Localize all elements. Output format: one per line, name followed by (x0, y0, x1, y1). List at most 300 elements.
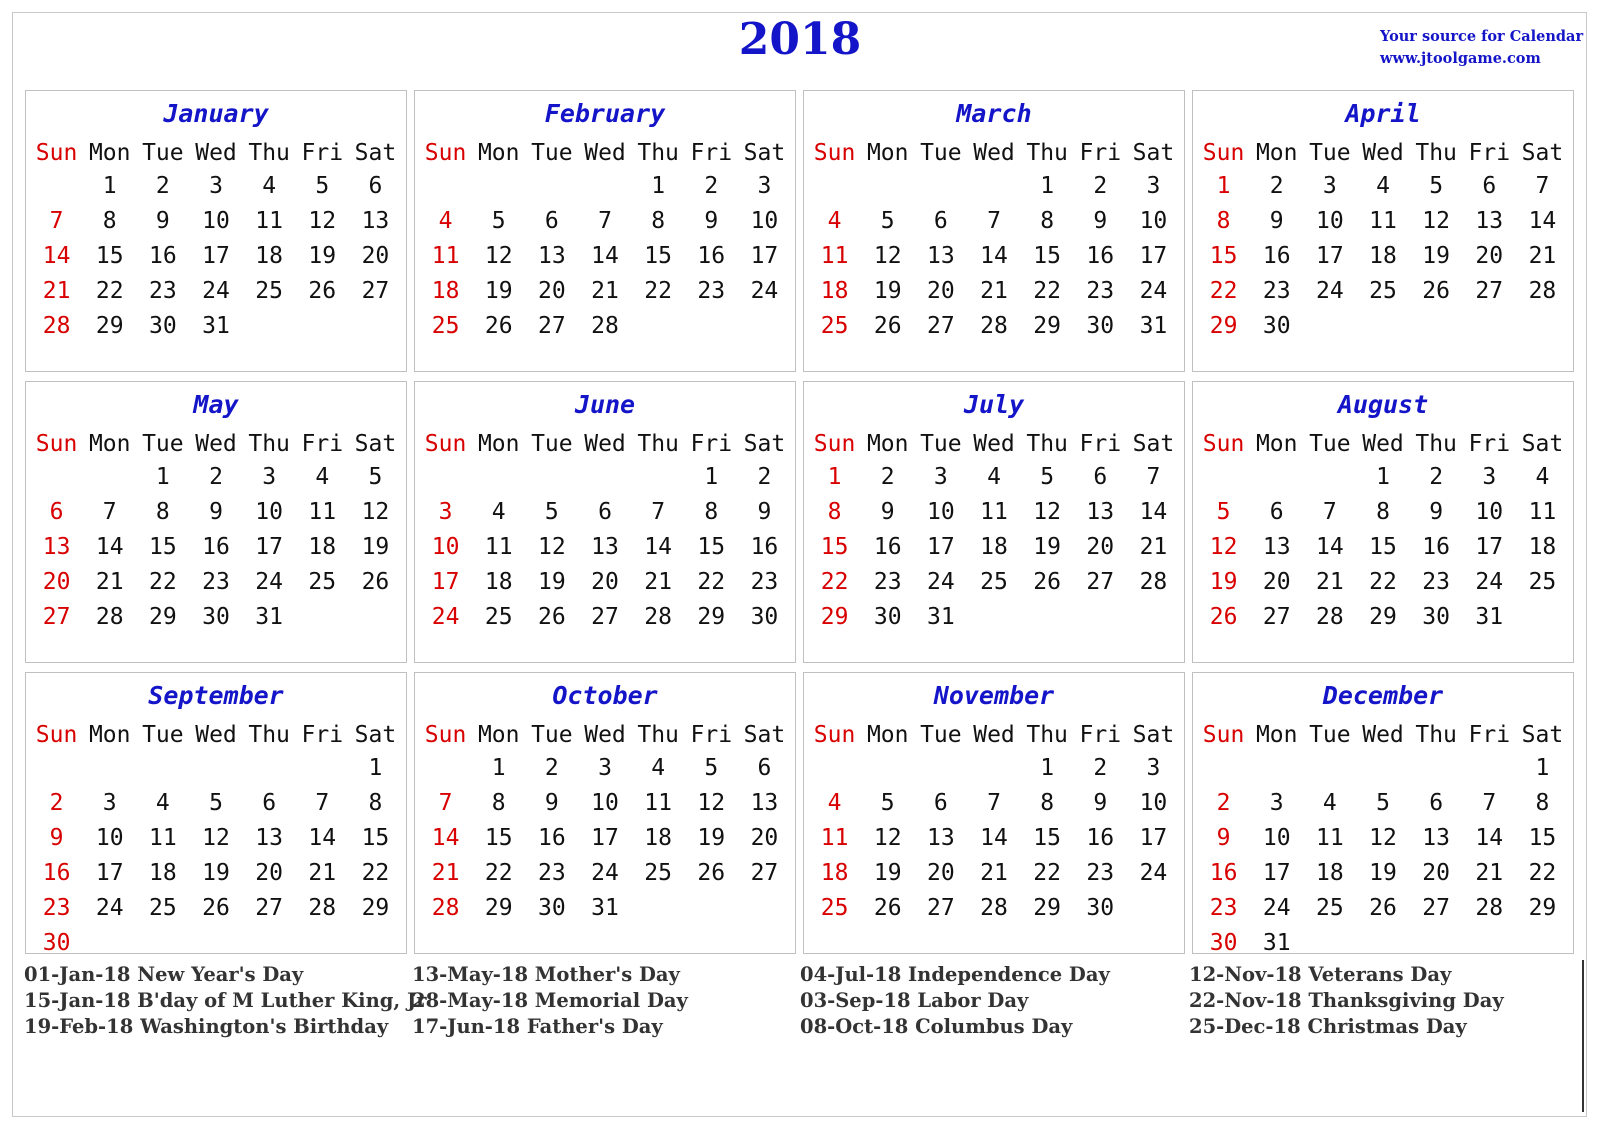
weekday-label: Fri (690, 431, 733, 457)
month-name: July (963, 390, 1025, 419)
day-cell: 30 (1422, 604, 1450, 630)
weekday-label: Wed (973, 140, 1015, 166)
day-cell: 8 (651, 208, 666, 234)
day-cell: 24 (255, 569, 283, 595)
day-grid (804, 460, 1184, 635)
weekday-label: Mon (1255, 140, 1298, 166)
day-cell: 30 (873, 604, 902, 630)
day-cell: 19 (873, 860, 902, 886)
day-cell: 12 (1422, 208, 1450, 234)
day-cell: 27 (591, 604, 619, 630)
weekday-label: Sat (743, 431, 786, 457)
empty-cell (808, 169, 861, 204)
day-cell: 4 (491, 499, 506, 525)
day-cell: 13 (1086, 499, 1115, 525)
day-cell: 30 (750, 604, 779, 630)
day-cell: 4 (438, 208, 453, 234)
day-cell: 9 (1093, 790, 1108, 816)
weekday-label: Thu (637, 722, 679, 748)
holiday-item: 01-Jan-18 New Year's Day (24, 963, 304, 986)
day-cell: 25 (1369, 278, 1397, 304)
day-cell: 26 (538, 604, 566, 630)
day-cell: 7 (438, 790, 453, 816)
day-cell: 30 (1086, 313, 1115, 339)
day-cell: 30 (1086, 895, 1115, 921)
day-cell: 27 (538, 313, 566, 339)
weekday-label: Wed (584, 431, 626, 457)
day-cell: 18 (820, 860, 849, 886)
day-cell: 1 (1040, 755, 1055, 781)
day-cell: 3 (933, 464, 948, 490)
day-grid (26, 751, 406, 961)
day-cell: 22 (1528, 860, 1557, 886)
day-cell: 20 (591, 569, 619, 595)
day-cell: 9 (1269, 208, 1284, 234)
day-cell: 23 (1086, 278, 1115, 304)
day-cell: 16 (1086, 243, 1115, 269)
day-cell: 4 (651, 755, 666, 781)
day-cell: 16 (1209, 860, 1238, 886)
weekday-header (804, 428, 1184, 460)
day-cell: 7 (102, 499, 117, 525)
day-cell: 15 (1528, 825, 1557, 851)
weekday-label: Thu (248, 140, 290, 166)
day-cell: 25 (484, 604, 513, 630)
weekday-label: Wed (195, 431, 237, 457)
day-cell: 17 (927, 534, 955, 560)
day-cell: 4 (315, 464, 330, 490)
weekday-label: Tue (142, 140, 184, 166)
day-cell: 10 (1262, 825, 1291, 851)
weekday-label: Thu (1026, 722, 1068, 748)
day-cell: 7 (315, 790, 330, 816)
day-cell: 6 (1482, 173, 1497, 199)
day-cell: 4 (155, 790, 170, 816)
day-cell: 28 (431, 895, 460, 921)
day-cell: 12 (538, 534, 566, 560)
day-cell: 2 (1093, 755, 1108, 781)
weekday-label: Fri (301, 140, 344, 166)
day-cell: 17 (750, 243, 779, 269)
weekday-label: Sun (813, 140, 856, 166)
day-cell: 19 (873, 278, 902, 304)
day-cell: 28 (1475, 895, 1504, 921)
day-cell: 2 (49, 790, 64, 816)
source-line: Your source for Calendar (1380, 28, 1584, 45)
day-cell: 9 (49, 825, 64, 851)
day-cell: 26 (1369, 895, 1397, 921)
empty-cell (578, 169, 631, 204)
day-cell: 6 (933, 790, 948, 816)
day-cell: 26 (361, 569, 390, 595)
day-cell: 1 (1216, 173, 1231, 199)
weekday-label: Mon (1255, 431, 1298, 457)
empty-cell (861, 751, 914, 786)
day-cell: 5 (315, 173, 330, 199)
day-cell: 4 (987, 464, 1001, 490)
day-cell: 18 (644, 825, 672, 851)
day-cell: 22 (1369, 569, 1397, 595)
day-cell: 12 (484, 243, 513, 269)
day-cell: 6 (544, 208, 559, 234)
month-name: December (1322, 681, 1444, 710)
day-cell: 9 (704, 208, 719, 234)
day-cell: 2 (1216, 790, 1231, 816)
day-cell: 25 (255, 278, 283, 304)
weekday-label: Sat (1132, 140, 1175, 166)
day-cell: 19 (308, 243, 337, 269)
day-cell: 11 (980, 499, 1008, 525)
empty-cell (1356, 751, 1409, 786)
day-cell: 7 (987, 208, 1001, 234)
day-cell: 3 (1146, 755, 1161, 781)
day-cell: 10 (95, 825, 124, 851)
day-cell: 25 (1528, 569, 1557, 595)
day-cell: 6 (49, 499, 64, 525)
empty-cell (419, 751, 472, 786)
day-cell: 21 (308, 860, 337, 886)
holiday-list (24, 962, 1584, 1042)
empty-cell (136, 751, 189, 786)
day-cell: 21 (644, 569, 672, 595)
weekday-header (415, 137, 795, 169)
day-cell: 8 (155, 499, 170, 525)
day-cell: 6 (757, 755, 772, 781)
holiday-item: 19-Feb-18 Washington's Birthday (24, 1015, 389, 1038)
day-cell: 26 (873, 895, 902, 921)
day-cell: 17 (431, 569, 460, 595)
weekday-label: Mon (866, 140, 909, 166)
holiday-item: 12-Nov-18 Veterans Day (1189, 963, 1452, 986)
day-cell: 23 (42, 895, 71, 921)
day-grid (26, 169, 406, 344)
day-cell: 1 (827, 464, 842, 490)
right-divider (1582, 960, 1584, 1112)
weekday-label: Fri (690, 140, 733, 166)
month-february (414, 90, 796, 372)
day-cell: 8 (368, 790, 383, 816)
day-cell: 20 (255, 860, 283, 886)
empty-cell (1303, 751, 1356, 786)
day-grid (804, 169, 1184, 344)
day-cell: 17 (591, 825, 619, 851)
day-cell: 1 (491, 755, 506, 781)
day-cell: 31 (1262, 930, 1291, 956)
empty-cell (578, 460, 631, 495)
weekday-header (804, 137, 1184, 169)
month-december (1192, 672, 1574, 954)
weekday-label: Tue (142, 722, 184, 748)
day-cell: 23 (538, 860, 566, 886)
day-cell: 21 (95, 569, 124, 595)
day-cell: 2 (544, 755, 559, 781)
weekday-label: Sun (1202, 140, 1245, 166)
day-cell: 15 (361, 825, 390, 851)
day-cell: 23 (697, 278, 726, 304)
day-cell: 9 (757, 499, 772, 525)
day-cell: 21 (42, 278, 71, 304)
day-cell: 29 (361, 895, 390, 921)
day-cell: 1 (1376, 464, 1390, 490)
day-cell: 17 (1139, 825, 1168, 851)
day-cell: 9 (1216, 825, 1231, 851)
day-cell: 25 (980, 569, 1008, 595)
day-cell: 28 (644, 604, 672, 630)
day-cell: 2 (1093, 173, 1108, 199)
day-cell: 25 (820, 895, 849, 921)
day-cell: 3 (438, 499, 453, 525)
day-cell: 29 (1528, 895, 1557, 921)
day-cell: 18 (431, 278, 460, 304)
weekday-label: Thu (1026, 140, 1068, 166)
day-cell: 7 (1535, 173, 1550, 199)
holiday-item: 28-May-18 Memorial Day (412, 989, 688, 1012)
empty-cell (296, 751, 349, 786)
day-cell: 16 (1086, 825, 1115, 851)
day-cell: 11 (308, 499, 337, 525)
day-cell: 5 (1376, 790, 1390, 816)
day-cell: 15 (149, 534, 177, 560)
day-cell: 16 (750, 534, 779, 560)
day-cell: 7 (987, 790, 1001, 816)
day-cell: 5 (1040, 464, 1055, 490)
day-cell: 9 (880, 499, 895, 525)
day-cell: 21 (431, 860, 460, 886)
holiday-column-3 (800, 962, 1185, 1040)
weekday-label: Fri (1079, 722, 1122, 748)
weekday-label: Sun (424, 431, 467, 457)
weekday-label: Mon (477, 431, 520, 457)
day-cell: 3 (1146, 173, 1161, 199)
month-name: October (552, 681, 658, 710)
day-cell: 22 (95, 278, 124, 304)
day-cell: 13 (927, 243, 955, 269)
day-cell: 23 (202, 569, 230, 595)
day-cell: 6 (1429, 790, 1444, 816)
day-cell: 5 (544, 499, 559, 525)
weekday-label: Fri (1079, 140, 1122, 166)
day-cell: 11 (1316, 825, 1344, 851)
day-cell: 25 (1316, 895, 1344, 921)
weekday-label: Sat (354, 431, 397, 457)
day-cell: 3 (262, 464, 277, 490)
holiday-column-2 (412, 962, 797, 1040)
empty-cell (243, 751, 296, 786)
day-cell: 26 (1209, 604, 1238, 630)
weekday-label: Tue (531, 431, 573, 457)
weekday-label: Fri (1079, 431, 1122, 457)
day-cell: 6 (262, 790, 277, 816)
day-cell: 29 (1209, 313, 1238, 339)
day-cell: 20 (1475, 243, 1504, 269)
month-june (414, 381, 796, 663)
day-cell: 23 (1086, 860, 1115, 886)
day-cell: 20 (750, 825, 779, 851)
day-cell: 27 (255, 895, 283, 921)
day-cell: 15 (1369, 534, 1397, 560)
day-cell: 15 (820, 534, 849, 560)
day-cell: 31 (202, 313, 230, 339)
day-cell: 10 (202, 208, 230, 234)
day-cell: 14 (1316, 534, 1344, 560)
day-cell: 4 (1376, 173, 1390, 199)
day-cell: 9 (1429, 499, 1444, 525)
day-cell: 20 (1422, 860, 1450, 886)
day-cell: 10 (927, 499, 955, 525)
weekday-label: Sun (813, 722, 856, 748)
day-cell: 3 (757, 173, 772, 199)
day-cell: 1 (704, 464, 719, 490)
day-cell: 15 (1209, 243, 1238, 269)
day-cell: 19 (484, 278, 513, 304)
day-cell: 26 (484, 313, 513, 339)
day-grid (1193, 169, 1573, 344)
weekday-label: Wed (584, 722, 626, 748)
day-cell: 26 (308, 278, 337, 304)
source-url[interactable]: www.jtoolgame.com (1380, 50, 1541, 67)
day-cell: 10 (750, 208, 779, 234)
month-name: April (1345, 99, 1421, 128)
day-cell: 13 (538, 243, 566, 269)
day-cell: 4 (1322, 790, 1337, 816)
weekday-label: Mon (477, 140, 520, 166)
day-cell: 17 (255, 534, 283, 560)
day-cell: 28 (1316, 604, 1344, 630)
day-cell: 25 (820, 313, 849, 339)
day-cell: 27 (361, 278, 390, 304)
weekday-label: Mon (88, 431, 131, 457)
day-cell: 12 (697, 790, 726, 816)
day-cell: 28 (591, 313, 619, 339)
day-cell: 22 (697, 569, 726, 595)
day-cell: 16 (538, 825, 566, 851)
empty-cell (967, 751, 1020, 786)
day-cell: 31 (1139, 313, 1168, 339)
empty-cell (861, 169, 914, 204)
day-cell: 25 (644, 860, 672, 886)
holiday-item: 08-Oct-18 Columbus Day (800, 1015, 1073, 1038)
day-cell: 8 (1216, 208, 1231, 234)
empty-cell (914, 169, 967, 204)
weekday-header (1193, 428, 1573, 460)
holiday-column-1 (24, 962, 427, 1040)
day-cell: 13 (1422, 825, 1450, 851)
weekday-label: Tue (1309, 140, 1351, 166)
day-cell: 29 (1369, 604, 1397, 630)
month-october (414, 672, 796, 954)
weekday-label: Sat (1132, 722, 1175, 748)
day-cell: 18 (308, 534, 337, 560)
day-cell: 2 (704, 173, 719, 199)
day-cell: 11 (644, 790, 672, 816)
day-cell: 30 (42, 930, 71, 956)
day-cell: 3 (1482, 464, 1497, 490)
day-cell: 28 (42, 313, 71, 339)
day-cell: 19 (202, 860, 230, 886)
weekday-label: Tue (531, 140, 573, 166)
weekday-label: Sun (1202, 431, 1245, 457)
day-cell: 11 (1369, 208, 1397, 234)
weekday-header (26, 719, 406, 751)
day-cell: 11 (255, 208, 283, 234)
day-cell: 22 (361, 860, 390, 886)
day-cell: 24 (591, 860, 619, 886)
holiday-item: 22-Nov-18 Thanksgiving Day (1189, 989, 1504, 1012)
weekday-label: Sun (813, 431, 856, 457)
day-cell: 21 (1475, 860, 1504, 886)
day-cell: 22 (644, 278, 672, 304)
day-cell: 29 (95, 313, 124, 339)
day-cell: 7 (1322, 499, 1337, 525)
day-cell: 17 (1316, 243, 1344, 269)
day-cell: 29 (1033, 313, 1061, 339)
weekday-label: Sat (743, 722, 786, 748)
day-cell: 16 (149, 243, 177, 269)
day-cell: 25 (308, 569, 337, 595)
day-cell: 27 (1475, 278, 1504, 304)
holiday-item: 15-Jan-18 B'day of M Luther King, Jr (24, 989, 427, 1012)
empty-cell (632, 460, 685, 495)
day-cell: 1 (651, 173, 666, 199)
day-cell: 2 (880, 464, 895, 490)
day-cell: 31 (591, 895, 619, 921)
empty-cell (472, 169, 525, 204)
day-cell: 12 (1369, 825, 1397, 851)
day-cell: 13 (1475, 208, 1504, 234)
day-cell: 24 (1139, 860, 1168, 886)
day-grid (415, 169, 795, 344)
weekday-label: Sun (424, 140, 467, 166)
weekday-label: Wed (584, 140, 626, 166)
day-grid (26, 460, 406, 635)
day-cell: 9 (209, 499, 223, 525)
day-cell: 29 (820, 604, 849, 630)
day-cell: 4 (1535, 464, 1550, 490)
day-cell: 23 (873, 569, 902, 595)
day-cell: 6 (598, 499, 612, 525)
day-cell: 15 (1033, 243, 1061, 269)
day-cell: 24 (95, 895, 124, 921)
weekday-label: Wed (973, 431, 1015, 457)
empty-cell (967, 169, 1020, 204)
day-cell: 23 (1262, 278, 1291, 304)
day-grid (1193, 751, 1573, 961)
empty-cell (83, 751, 136, 786)
holiday-item: 04-Jul-18 Independence Day (800, 963, 1110, 986)
day-grid (804, 751, 1184, 926)
day-cell: 24 (1262, 895, 1291, 921)
weekday-label: Sat (743, 140, 786, 166)
day-cell: 5 (880, 208, 895, 234)
day-cell: 26 (202, 895, 230, 921)
day-cell: 7 (651, 499, 666, 525)
weekday-label: Sat (1521, 140, 1564, 166)
month-september (25, 672, 407, 954)
weekday-label: Thu (248, 722, 290, 748)
day-cell: 10 (1475, 499, 1504, 525)
day-cell: 15 (697, 534, 726, 560)
day-cell: 14 (980, 825, 1008, 851)
day-cell: 2 (757, 464, 772, 490)
holiday-column-4 (1189, 962, 1574, 1040)
weekday-label: Wed (1362, 140, 1404, 166)
day-cell: 14 (42, 243, 71, 269)
day-cell: 13 (361, 208, 390, 234)
day-cell: 11 (149, 825, 177, 851)
day-cell: 11 (820, 825, 849, 851)
weekday-label: Tue (1309, 722, 1351, 748)
day-cell: 30 (149, 313, 177, 339)
